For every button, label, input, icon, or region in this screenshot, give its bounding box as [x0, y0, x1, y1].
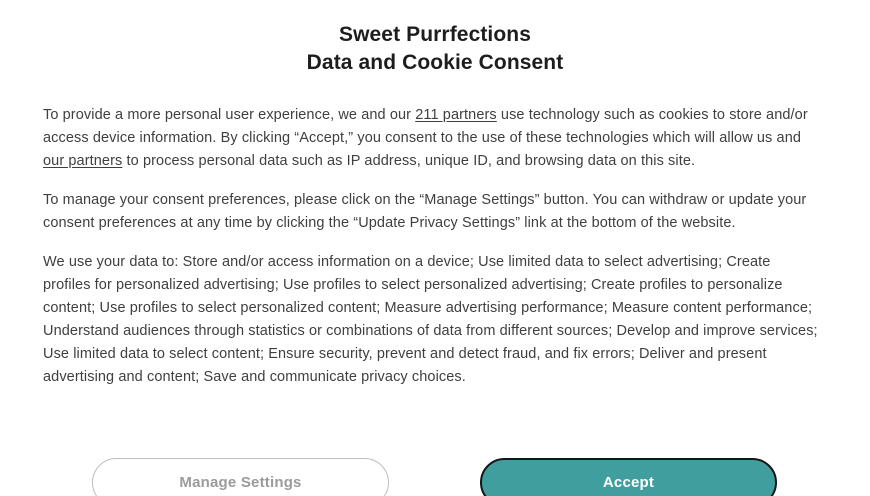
intro-paragraph	[43, 104, 822, 173]
title-line-1: Sweet Purrfections	[338, 23, 532, 46]
title-line-2: Data and Cookie Consent	[306, 51, 564, 74]
intro-text-2: use technology such as cookies to store and/or access device information. By clicking “Accept,” you consent to the use of these technologies which will allow us and	[43, 107, 808, 146]
accept-button[interactable]: Accept	[480, 458, 777, 496]
our-partners-link[interactable]: our partners	[43, 153, 123, 169]
cookie-consent-dialog	[0, 21, 870, 496]
page-title	[0, 21, 870, 77]
manage-settings-button[interactable]: Manage Settings	[92, 458, 389, 496]
data-usage-paragraph: We use your data to: Store and/or access information on a device; Use limited data to select advertising; Create profiles for personalized advertising; Use profiles to select personalized advertising; Create profiles to personalize content; Use profiles to select personalized content; Measure advertising performance; Measure content performance; Understand audiences through statistics or combinations of data from different sources; Develop and improve services; Use limited data to select content; Ensure security, prevent and detect fraud, and fix errors; Deliver and present advertising and content; Save and communicate privacy choices.	[43, 254, 818, 385]
manage-preferences-paragraph: To manage your consent preferences, please click on the “Manage Settings” button. You can withdraw or update your consent preferences at any time by clicking the “Update Privacy Settings” link at the bottom of the website.	[43, 192, 807, 231]
intro-text-3: to process personal data such as IP address, unique ID, and browsing data on this site.	[122, 153, 696, 169]
consent-button-row	[0, 458, 870, 496]
intro-text-1: To provide a more personal user experience, we and our	[43, 107, 416, 123]
partners-count-link[interactable]: 211 partners	[415, 107, 497, 123]
